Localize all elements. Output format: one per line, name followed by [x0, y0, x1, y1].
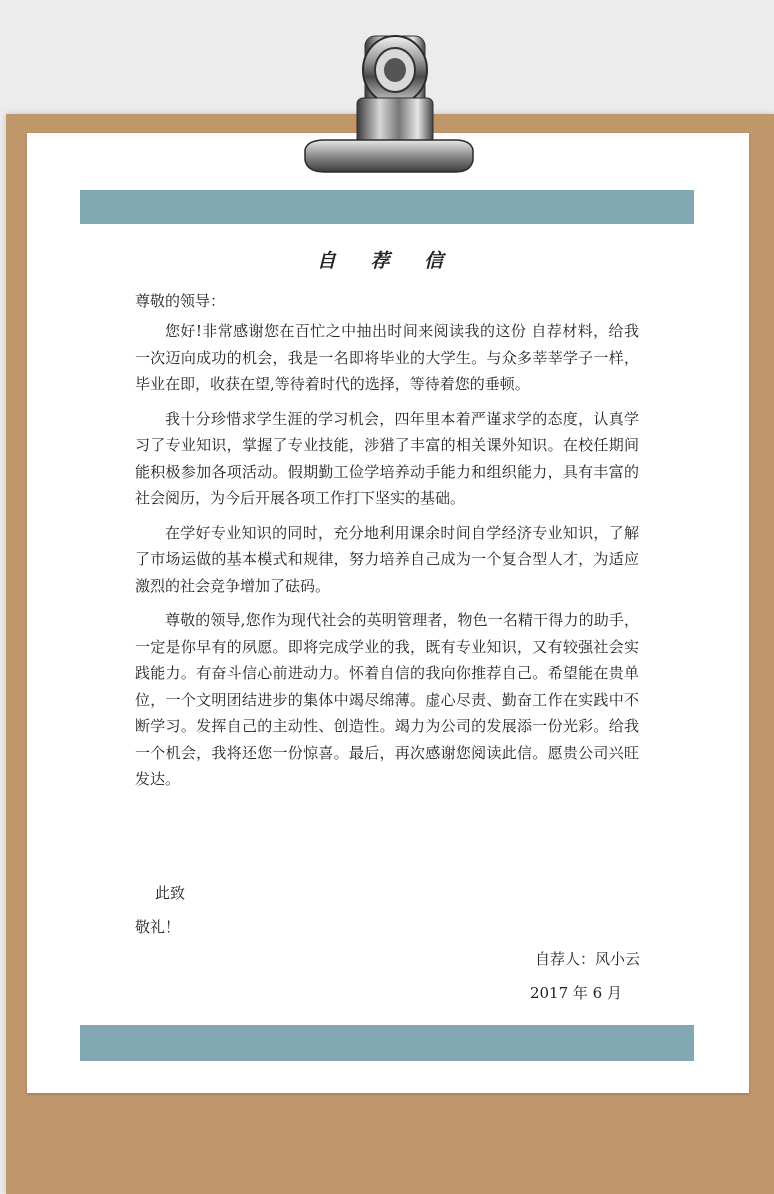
top-decorative-band [80, 190, 694, 224]
letter-title: 自 荐 信 [316, 250, 458, 272]
bottom-decorative-band [80, 1025, 694, 1061]
paragraph: 我十分珍惜求学生涯的学习机会，四年里本着严谨求学的态度，认真学习了专业知识，掌握了专业技能，涉猎了丰富的相关课外知识。在校任期间能积极参加各项活动。假期勤工俭学培养动手能力和组织能力，具有丰富的社会阅历，为今后开展各项工作打下坚实的基础。 [135, 409, 639, 507]
binder-clip-icon [295, 22, 480, 178]
letter-body [135, 318, 639, 801]
closing-line-2: 敬礼！ [135, 918, 181, 936]
signature: 自荐人：风小云 [534, 950, 640, 968]
paragraph: 您好!非常感谢您在百忙之中抽出时间来阅读我的这份 自荐材料，给我一次迈向成功的机会，我是一名即将毕业的大学生。与众多莘莘学子一样，毕业在即，收获在望,等待着时代的选择，等待着您的垂顿。 [135, 322, 639, 393]
paragraph: 在学好专业知识的同时，充分地利用课余时间自学经济专业知识，了解了市场运做的基本模式和规律，努力培养自己成为一个复合型人才，为适应激烈的社会竞争增加了砝码。 [135, 523, 639, 595]
paragraph: 尊敬的领导,您作为现代社会的英明管理者，物色一名精干得力的助手，一定是你早有的夙愿。即将完成学业的我，既有专业知识，又有较强社会实践能力。有奋斗信心前进动力。怀着自信的我向你推荐自己。希望能在贵单位，一个文明团结进步的集体中竭尽绵薄。虚心尽责、勤奋工作在实践中不断学习。发挥自己的主动性、创造性。竭力为公司的发展添一份光彩。给我一个机会，我将还您一份惊喜。最后，再次感谢您阅读此信。愿贵公司兴旺发达。 [135, 611, 639, 788]
closing-line-1: 此致 [155, 884, 186, 902]
salutation: 尊敬的领导： [135, 292, 226, 310]
letter-date: 2017 年 6 月 [529, 984, 622, 1002]
